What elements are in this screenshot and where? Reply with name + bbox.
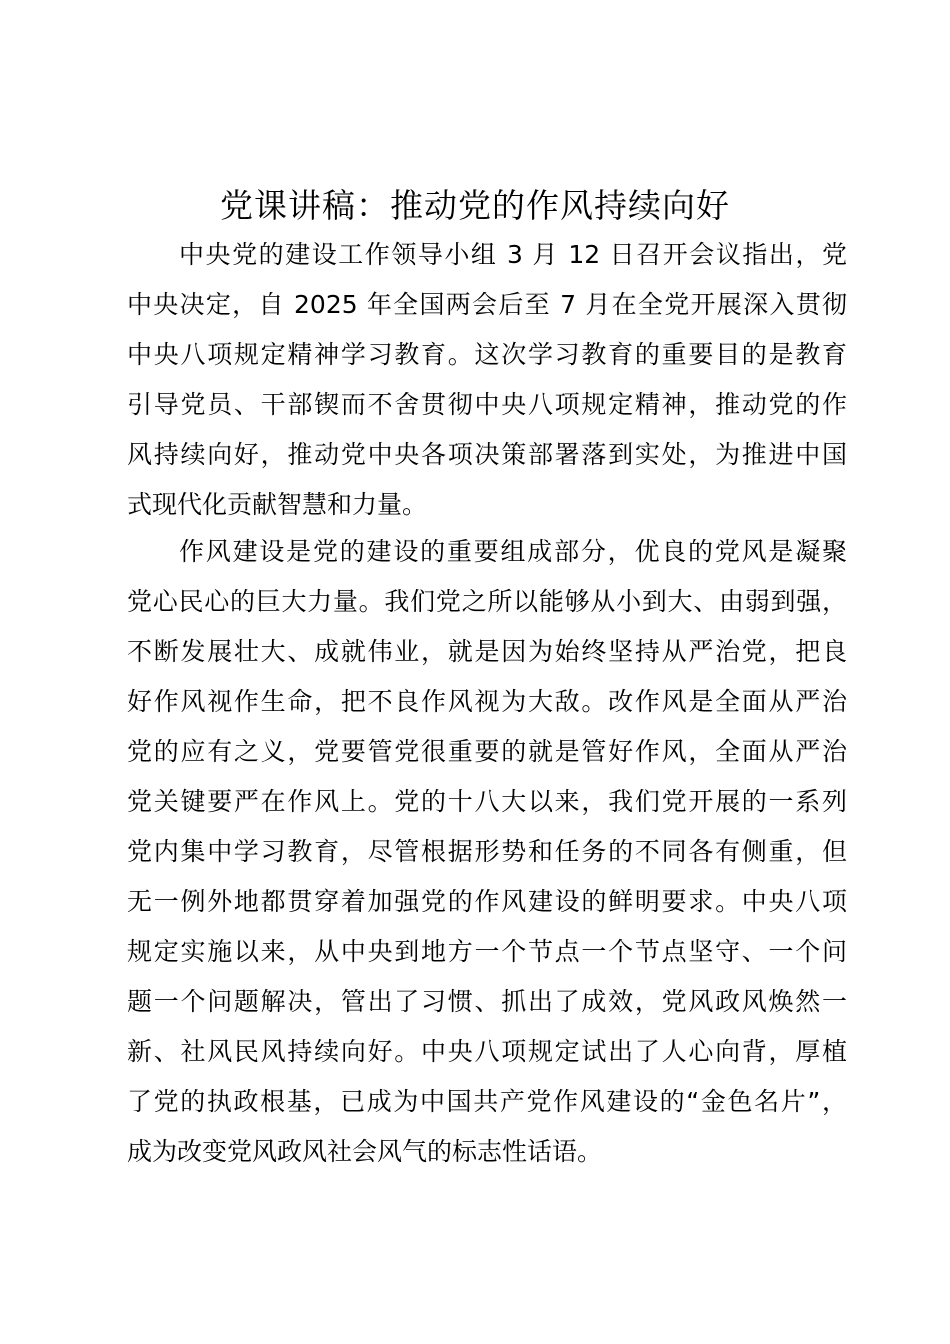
- paragraph-line: 成为改变党风政风社会风气的标志性话语。: [127, 1137, 603, 1166]
- paragraph-line: 题一个问题解决，管出了习惯、抓出了成效，党风政风焕然一: [127, 987, 847, 1016]
- paragraph-line: 无一例外地都贯穿着加强党的作风建设的鲜明要求。中央八项: [127, 887, 847, 916]
- paragraph-1: [127, 230, 847, 530]
- document-title: 党课讲稿：推动党的作风持续向好: [220, 186, 730, 225]
- paragraph-line: 风持续向好，推动党中央各项决策部署落到实处，为推进中国: [127, 440, 847, 469]
- paragraph-line: 作风建设是党的建设的重要组成部分，优良的党风是凝聚: [179, 537, 847, 566]
- paragraph-line: 新、社风民风持续向好。中央八项规定试出了人心向背，厚植: [127, 1037, 847, 1066]
- paragraph-line: 中央八项规定精神学习教育。这次学习教育的重要目的是教育: [127, 340, 847, 369]
- paragraph-line: 式现代化贡献智慧和力量。: [127, 490, 428, 519]
- paragraph-2: [127, 527, 847, 1177]
- paragraph-line: 了党的执政根基，已成为中国共产党作风建设的“金色名片”，: [127, 1087, 847, 1116]
- paragraph-line: 党心民心的巨大力量。我们党之所以能够从小到大、由弱到强，: [127, 587, 847, 616]
- paragraph-line: 党内集中学习教育，尽管根据形势和任务的不同各有侧重，但: [127, 837, 847, 866]
- paragraph-line: 规定实施以来，从中央到地方一个节点一个节点坚守、一个问: [127, 937, 847, 966]
- paragraph-line: 党关键要严在作风上。党的十八大以来，我们党开展的一系列: [127, 787, 847, 816]
- paragraph-line: 党的应有之义，党要管党很重要的就是管好作风，全面从严治: [127, 737, 847, 766]
- paragraph-line: 好作风视作生命，把不良作风视为大敌。改作风是全面从严治: [127, 687, 847, 716]
- paragraph-line: 中央决定，自 2025 年全国两会后至 7 月在全党开展深入贯彻: [127, 290, 847, 319]
- paragraph-line: 中央党的建设工作领导小组 3 月 12 日召开会议指出，党: [179, 240, 847, 269]
- paragraph-line: 不断发展壮大、成就伟业，就是因为始终坚持从严治党，把良: [127, 637, 847, 666]
- paragraph-line: 引导党员、干部锲而不舍贯彻中央八项规定精神，推动党的作: [127, 390, 847, 419]
